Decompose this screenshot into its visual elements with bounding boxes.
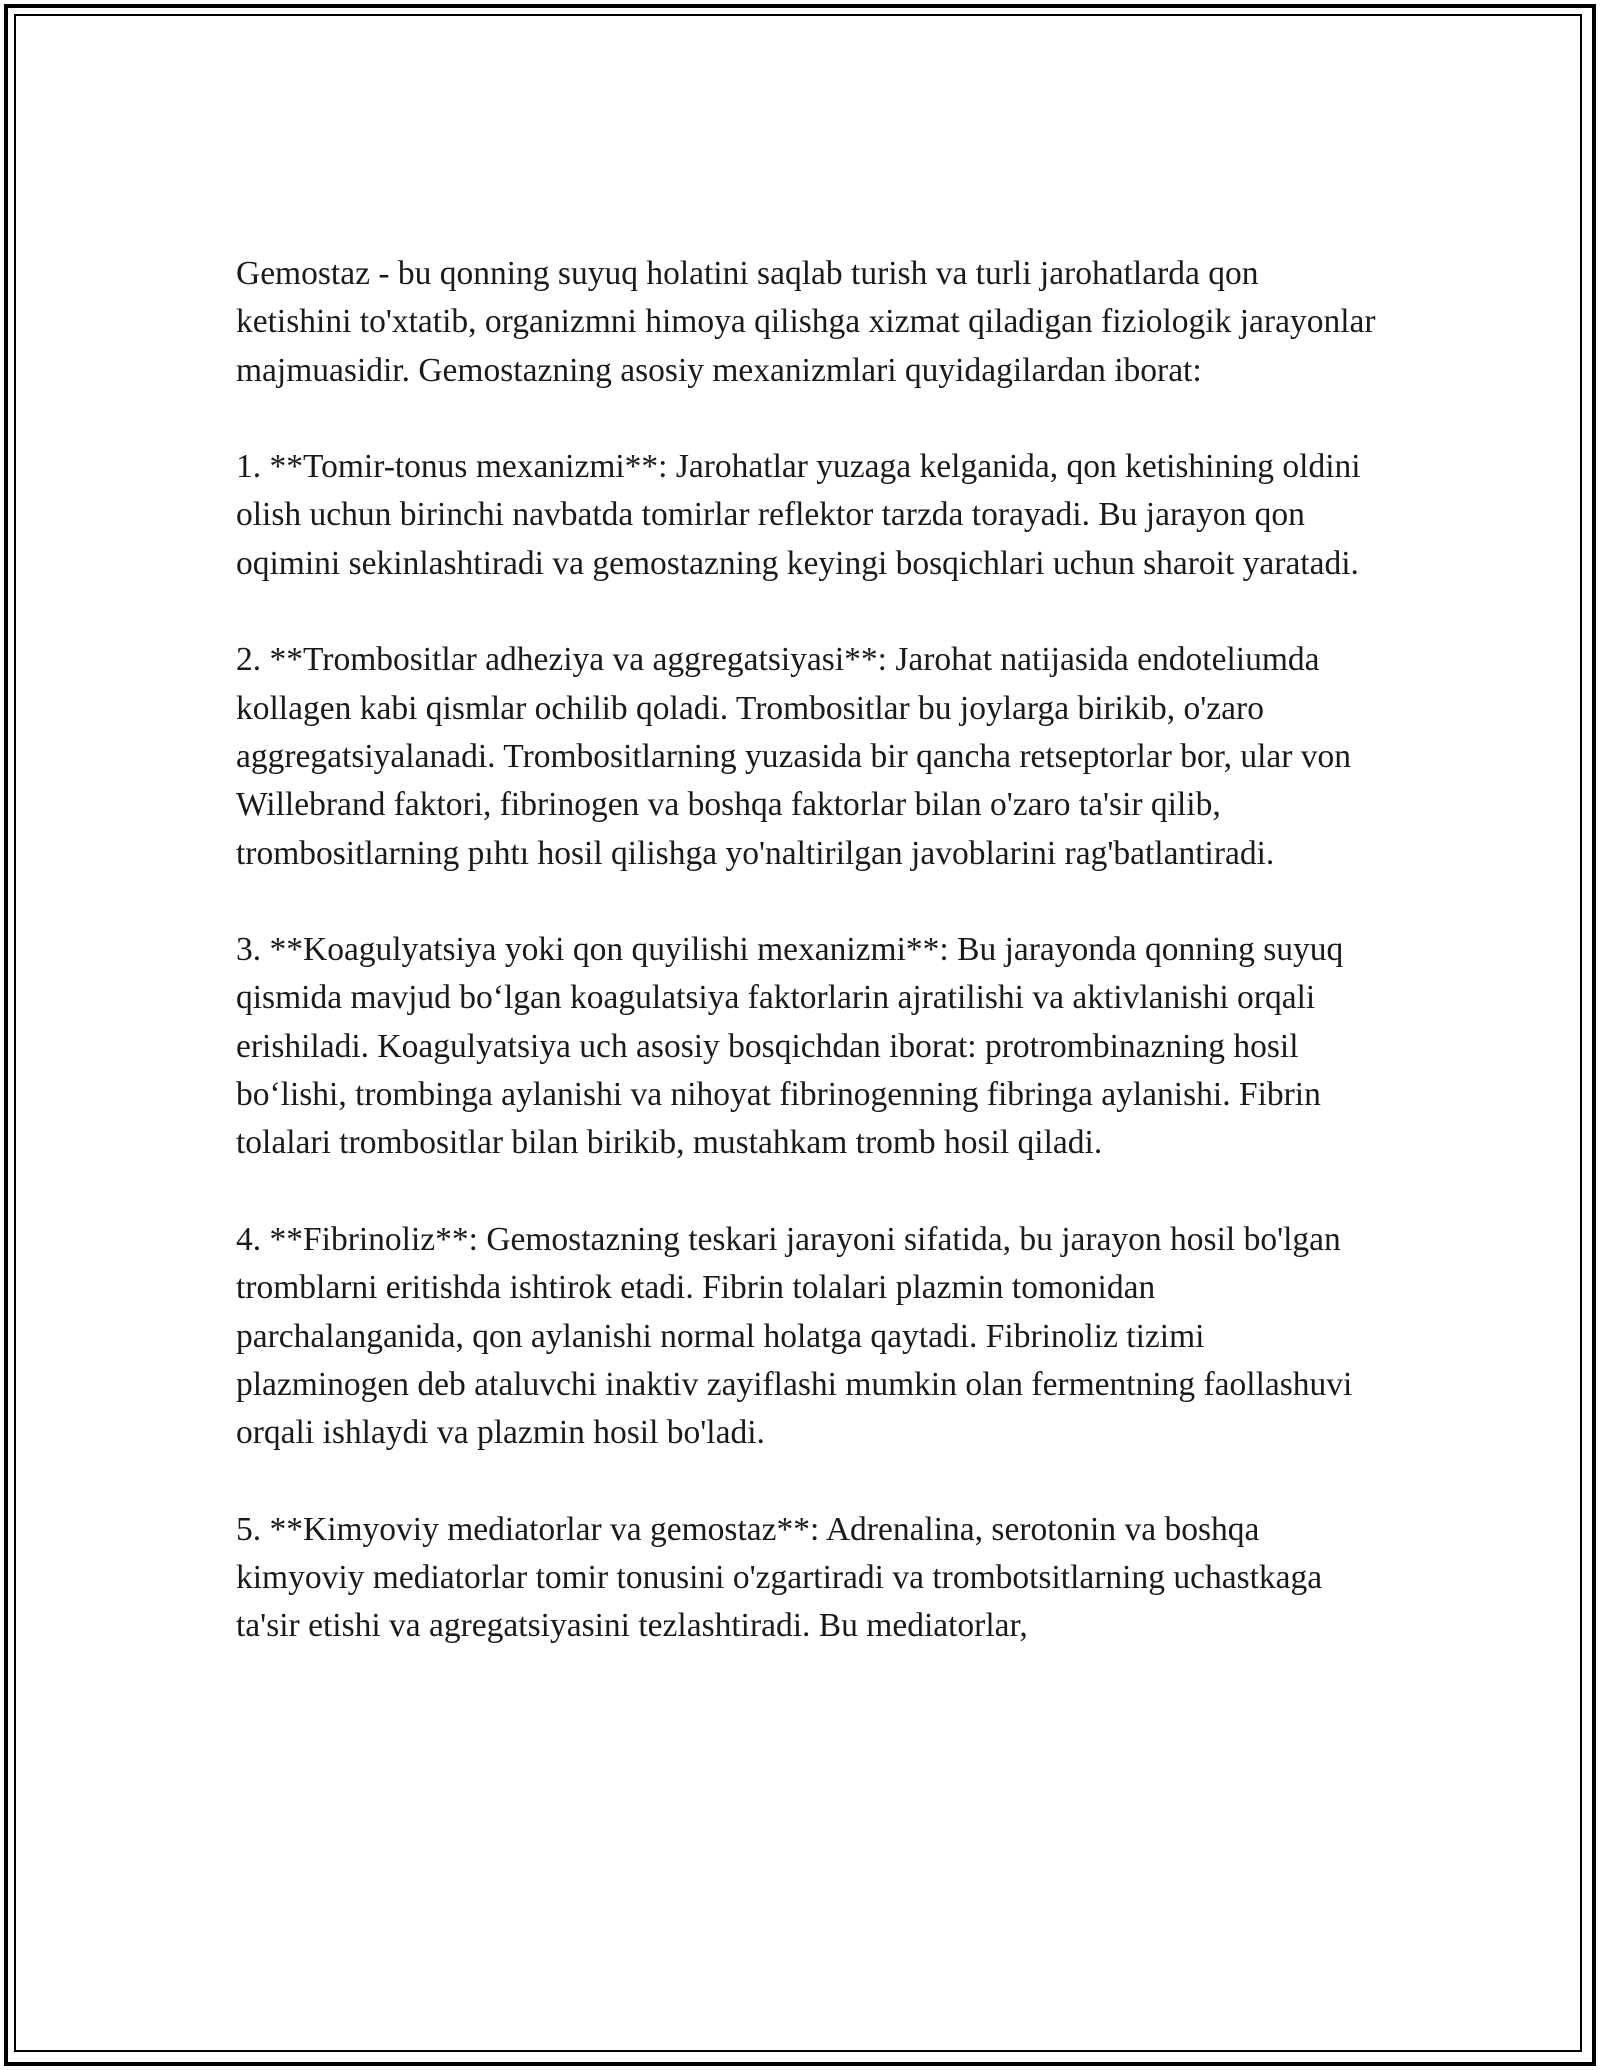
paragraph-platelet-aggregation: 2. **Trombositlar adheziya va aggregatsiyasi**: Jarohat natijasida endoteliumda kollagen kabi qismlar ochilib qoladi. Trombositlar bu joylarga birikib, o'zaro aggregatsiyalanadi. Trombositlarning yuzasida bir qancha retseptorlar bor, ular von Willebrand faktori, fibrinogen va boshqa faktorlar bilan o'zaro ta'sir qilib, trombositlarning pıhtı hosil qilishga yo'naltirilgan javoblarini rag'batlantiradi. [236,641,1352,872]
intro-paragraph: Gemostaz - bu qonning suyuq holatini saqlab turish va turli jarohatlarda qon ketishini to'xtatib, organizmni himoya qilishga xizmat qiladigan fiziologik jarayonlar majmuasidir. Gemostazning asosiy mexanizmlari quyidagilardan iborat: [236,255,1376,389]
paragraph-vascular-tone: 1. **Tomir-tonus mexanizmi**: Jarohatlar yuzaga kelganida, qon ketishining oldini olish uchun birinchi navbatda tomirlar reflektor tarzda torayadi. Bu jarayon qon oqimini sekinlashtiradi va gemostazning keyingi bosqichlari uchun sharoit yaratadi. [236,448,1361,582]
paragraph-chemical-mediators: 5. **Kimyoviy mediatorlar va gemostaz**: Adrenalina, serotonin va boshqa kimyoviy mediatorlar tomir tonusini o'zgartiradi va trombotsitlarning uchastkaga ta'sir etishi va agregatsiyasini tezlashtiradi. Bu mediatorlar, [236,1510,1323,1645]
document-body [236,250,1376,1699]
paragraph-coagulation: 3. **Koagulyatsiya yoki qon quyilishi mexanizmi**: Bu jarayonda qonning suyuq qismida mavjud bo‘lgan koagulatsiya faktorlarin ajratilishi va aktivlanishi orqali erishiladi. Koagulyatsiya uch asosiy bosqichdan iborat: protrombinazning hosil bo‘lishi, trombinga aylanishi va nihoyat fibrinogenning fibringa aylanishi. Fibrin tolalari trombositlar bilan birikib, mustahkam tromb hosil qiladi. [236,931,1344,1162]
paragraph-fibrinolysis: 4. **Fibrinoliz**: Gemostazning teskari jarayoni sifatida, bu jarayon hosil bo'lgan tromblarni eritishda ishtirok etadi. Fibrin tolalari plazmin tomonidan parchalanganida, qon aylanishi normal holatga qaytadi. Fibrinoliz tizimi plazminogen deb ataluvchi inaktiv zayiflashi mumkin olan fermentning faollashuvi orqali ishlaydi va plazmin hosil bo'ladi. [236,1220,1353,1452]
